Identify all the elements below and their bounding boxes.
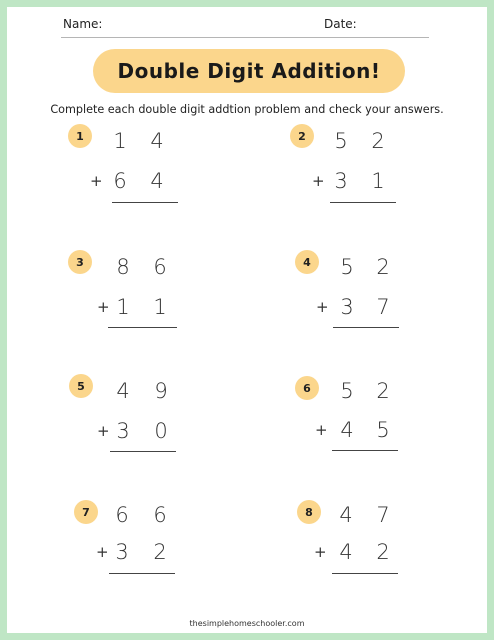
answer-line [330, 202, 396, 203]
bottom-tens-digit: 3 [334, 169, 348, 193]
bottom-ones-digit: 7 [376, 295, 390, 319]
bottom-tens-digit: 6 [113, 169, 127, 193]
top-tens-digit: 6 [115, 503, 129, 527]
problem-number-badge: 1 [68, 124, 92, 148]
top-tens-digit: 8 [116, 255, 130, 279]
problem-7 [74, 500, 194, 580]
answer-line [332, 450, 398, 451]
bottom-ones-digit: 1 [153, 295, 167, 319]
plus-sign: + [312, 172, 325, 190]
top-tens-digit: 1 [113, 129, 127, 153]
problem-5 [69, 374, 189, 454]
bottom-tens-digit: 4 [339, 540, 353, 564]
bottom-ones-digit: 1 [371, 169, 385, 193]
bottom-tens-digit: 1 [116, 295, 130, 319]
plus-sign: + [314, 543, 327, 561]
top-tens-digit: 4 [339, 503, 353, 527]
problem-number-badge: 6 [295, 376, 319, 400]
top-tens-digit: 5 [340, 379, 354, 403]
name-label: Name: [63, 17, 103, 31]
bottom-ones-digit: 0 [154, 419, 168, 443]
plus-sign: + [316, 298, 329, 316]
problem-number-badge: 8 [297, 500, 321, 524]
top-tens-digit: 5 [334, 129, 348, 153]
bottom-tens-digit: 3 [340, 295, 354, 319]
header-underline [61, 37, 429, 38]
answer-line [112, 202, 178, 203]
top-ones-digit: 6 [153, 255, 167, 279]
bottom-ones-digit: 4 [150, 169, 164, 193]
bottom-tens-digit: 3 [116, 419, 130, 443]
problem-number-badge: 3 [68, 250, 92, 274]
date-label: Date: [324, 17, 357, 31]
plus-sign: + [97, 298, 110, 316]
top-ones-digit: 2 [376, 255, 390, 279]
problem-6 [295, 376, 415, 456]
answer-line [332, 573, 398, 574]
top-tens-digit: 5 [340, 255, 354, 279]
bottom-ones-digit: 2 [376, 540, 390, 564]
top-ones-digit: 4 [150, 129, 164, 153]
bottom-tens-digit: 3 [115, 540, 129, 564]
footer-website: thesimplehomeschooler.com [189, 619, 305, 628]
top-ones-digit: 6 [153, 503, 167, 527]
plus-sign: + [96, 543, 109, 561]
bottom-ones-digit: 2 [153, 540, 167, 564]
problem-3 [68, 250, 188, 330]
answer-line [108, 327, 177, 328]
problem-number-badge: 5 [69, 374, 93, 398]
top-ones-digit: 7 [376, 503, 390, 527]
problem-number-badge: 4 [295, 250, 319, 274]
top-tens-digit: 4 [116, 379, 130, 403]
answer-line [333, 327, 399, 328]
plus-sign: + [97, 422, 110, 440]
instructions-text: Complete each double digit addtion problem and check your answers. [50, 103, 444, 116]
plus-sign: + [90, 172, 103, 190]
answer-line [110, 451, 176, 452]
problem-2 [290, 124, 410, 204]
bottom-ones-digit: 5 [376, 418, 390, 442]
problem-number-badge: 2 [290, 124, 314, 148]
problem-4 [295, 250, 415, 330]
problem-8 [297, 500, 417, 580]
bottom-tens-digit: 4 [340, 418, 354, 442]
plus-sign: + [315, 421, 328, 439]
top-ones-digit: 2 [376, 379, 390, 403]
page-title: Double Digit Addition! [117, 59, 381, 83]
problem-number-badge: 7 [74, 500, 98, 524]
top-ones-digit: 9 [154, 379, 168, 403]
top-ones-digit: 2 [371, 129, 385, 153]
answer-line [109, 573, 175, 574]
title-banner [93, 49, 405, 93]
problem-1 [68, 124, 188, 204]
